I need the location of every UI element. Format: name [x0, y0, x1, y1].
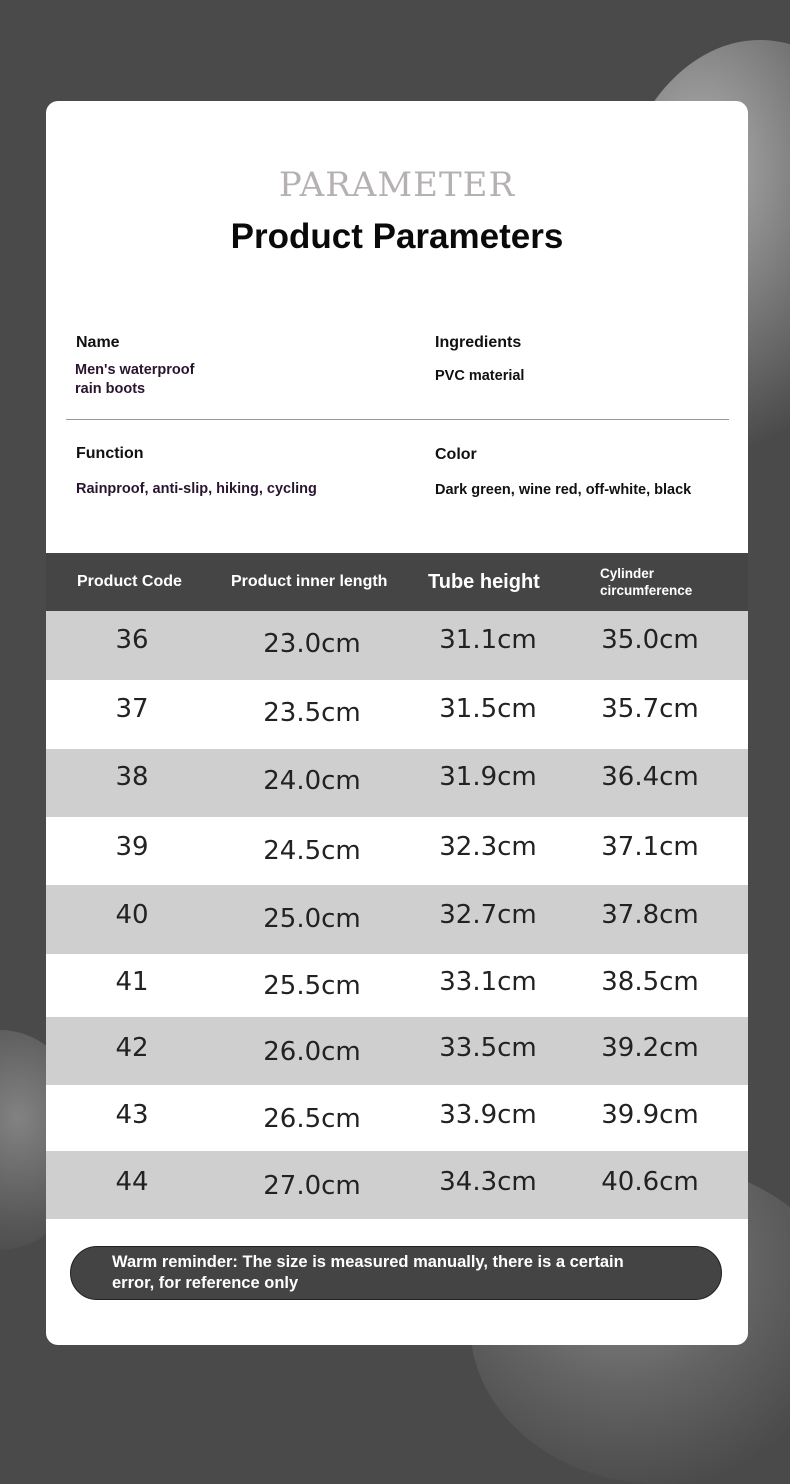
table-row: [46, 680, 748, 749]
reminder-line: error, for reference only: [112, 1274, 299, 1292]
table-cell: 32.7cm: [439, 900, 537, 930]
parameter-card: [46, 101, 748, 1345]
table-cell: 36.4cm: [601, 762, 699, 792]
table-row: [46, 817, 748, 885]
table-cell: 25.0cm: [263, 904, 361, 934]
table-cell: 43: [115, 1100, 149, 1130]
color-value: Dark green, wine red, off-white, black: [435, 482, 692, 498]
table-cell: 40.6cm: [601, 1167, 699, 1197]
name-label: Name: [76, 334, 120, 351]
column-header: [600, 553, 692, 611]
column-header-line: circumference: [600, 583, 693, 598]
color-label: Color: [435, 446, 477, 463]
table-cell: 40: [115, 900, 149, 930]
table-cell: 31.9cm: [439, 762, 537, 792]
column-header: Tube height: [428, 570, 540, 593]
table-cell: 23.0cm: [263, 629, 361, 659]
name-value-line: Men's waterproof: [75, 362, 195, 378]
function-value: Rainproof, anti-slip, hiking, cycling: [76, 481, 317, 497]
table-cell: 31.5cm: [439, 694, 537, 724]
table-header: [46, 553, 748, 611]
table-cell: 39.2cm: [601, 1033, 699, 1063]
table-row: [46, 954, 748, 1017]
table-cell: 23.5cm: [263, 698, 361, 728]
table-cell: 26.0cm: [263, 1037, 361, 1067]
warm-reminder: [70, 1246, 722, 1300]
column-header: Product Code: [77, 573, 182, 590]
name-value-line: rain boots: [75, 381, 146, 397]
table-cell: 33.1cm: [439, 967, 537, 997]
table-cell: 41: [115, 967, 149, 997]
table-cell: 42: [115, 1033, 149, 1063]
column-header: Product inner length: [231, 573, 388, 590]
table-cell: 32.3cm: [439, 832, 537, 862]
table-cell: 35.0cm: [601, 625, 699, 655]
table-row: [46, 611, 748, 680]
table-cell: 36: [115, 625, 149, 655]
table-cell: 27.0cm: [263, 1171, 361, 1201]
table-row: [46, 1017, 748, 1085]
table-row: [46, 1085, 748, 1151]
table-cell: 39.9cm: [601, 1100, 699, 1130]
table-cell: 37: [115, 694, 149, 724]
table-cell: 31.1cm: [439, 625, 537, 655]
table-row: [46, 1151, 748, 1219]
table-cell: 38: [115, 762, 149, 792]
table-cell: 24.0cm: [263, 766, 361, 796]
table-cell: 33.5cm: [439, 1033, 537, 1063]
table-cell: 34.3cm: [439, 1167, 537, 1197]
table-cell: 24.5cm: [263, 836, 361, 866]
table-cell: 39: [115, 832, 149, 862]
table-cell: 37.1cm: [601, 832, 699, 862]
ingredients-value: PVC material: [435, 368, 525, 384]
table-row: [46, 749, 748, 817]
table-cell: 38.5cm: [601, 967, 699, 997]
function-label: Function: [76, 445, 144, 462]
table-cell: 44: [115, 1167, 149, 1197]
table-cell: 25.5cm: [263, 971, 361, 1001]
column-header-line: Cylinder: [600, 566, 655, 581]
ingredients-label: Ingredients: [435, 334, 522, 351]
table-cell: 37.8cm: [601, 900, 699, 930]
table-row: [46, 885, 748, 954]
table-cell: 33.9cm: [439, 1100, 537, 1130]
table-cell: 35.7cm: [601, 694, 699, 724]
page-title: Product Parameters: [230, 217, 564, 256]
name-value: [75, 361, 194, 399]
divider: [66, 419, 729, 420]
reminder-line: Warm reminder: The size is measured manually, there is a certain: [112, 1253, 624, 1271]
table-cell: 26.5cm: [263, 1104, 361, 1134]
eyebrow-title: PARAMETER: [278, 165, 516, 205]
